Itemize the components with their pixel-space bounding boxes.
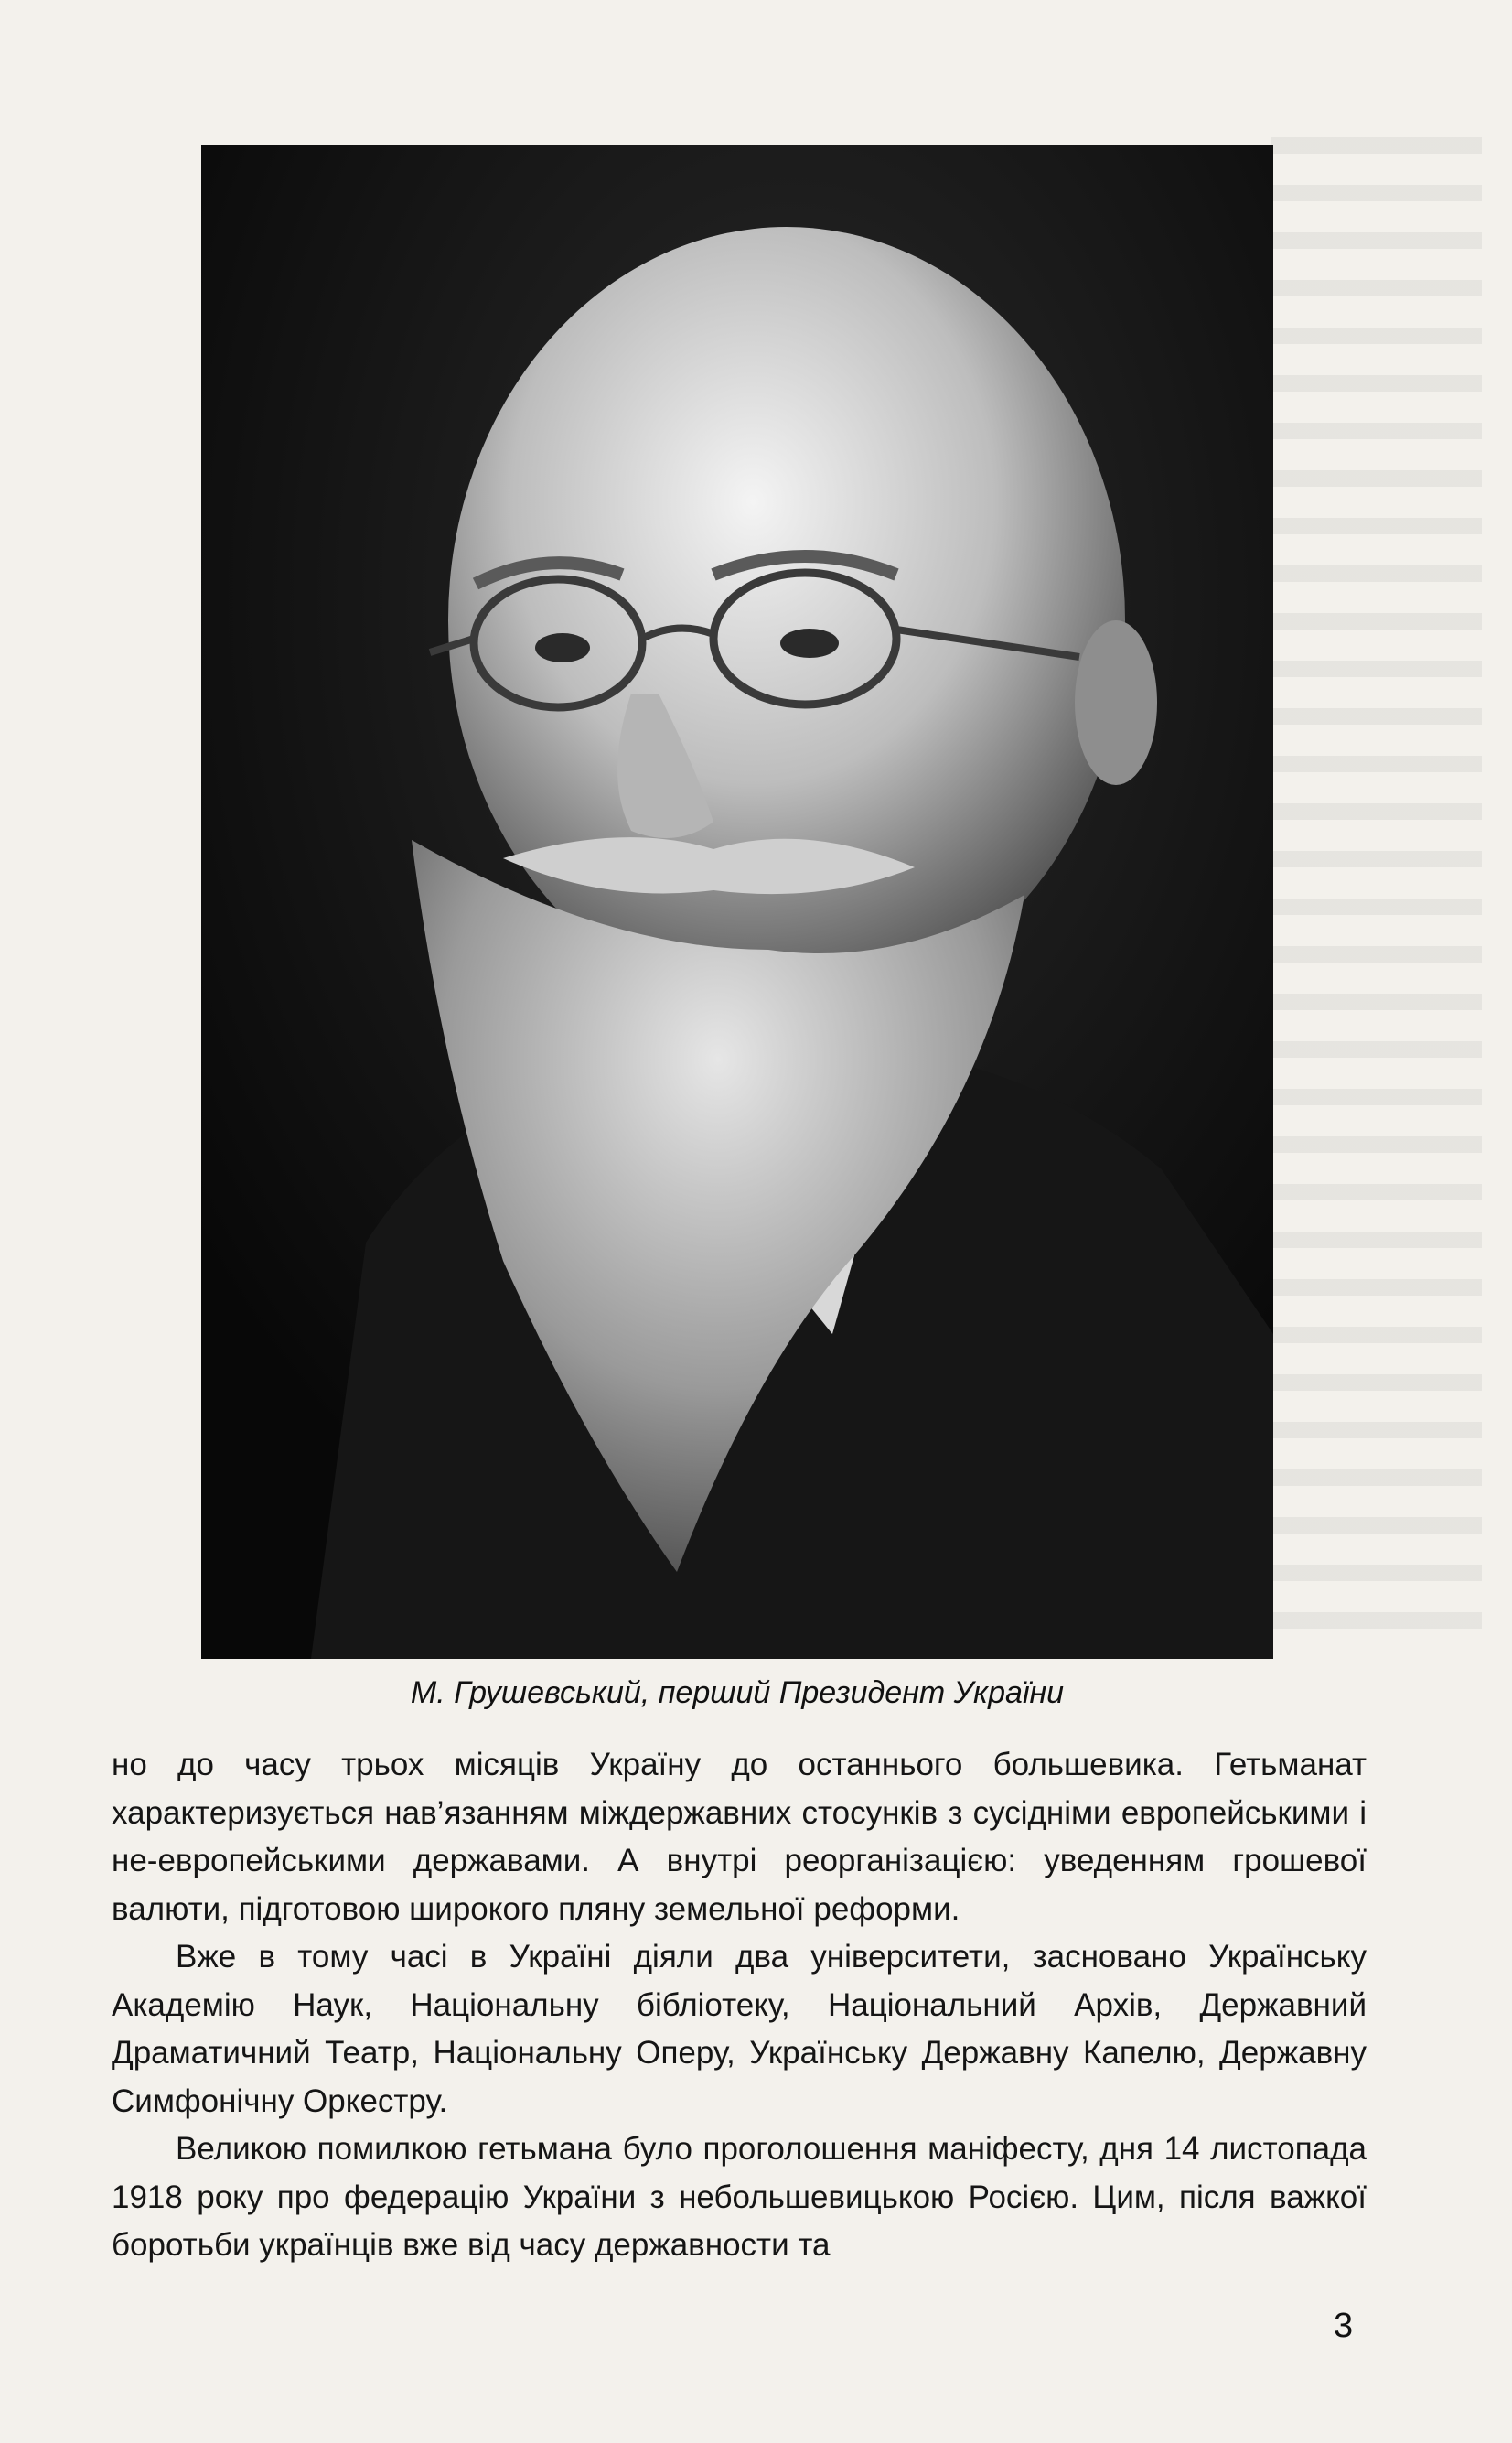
page-bleed-through (1271, 137, 1482, 1647)
body-text (112, 1741, 1367, 2270)
paragraph: Вже в тому часі в Україні діяли два університети, засновано Українську Академію Наук, Національну бібліотеку, Національний Архів, Державний Драматичний Театр, Національну Оперу, Українську Державну Капелю, Державну Симфонічну Оркестру. (112, 1939, 1367, 2119)
portrait-illustration (201, 145, 1273, 1659)
paragraph: Великою помилкою гетьмана було проголошення маніфесту, дня 14 листопада 1918 року про федерацію України з небольшевицькою Росією. Цим, після важкої боротьби українців вже від часу державности та (112, 2131, 1367, 2263)
page-number: 3 (1334, 2307, 1354, 2345)
paragraph: но до часу трьох місяців Україну до останнього большевика. Гетьманат характеризується нав’язанням міждержавних стосунків з сусідніми европейськими і не-европейськими державами. А внутрі реорганізацією: уведенням грошевої валюти, підготовою широкого пляну земельної реформи. (112, 1747, 1367, 1927)
photo-caption: М. Грушевський, перший Президент України (410, 1675, 1065, 1710)
portrait-photo (201, 145, 1273, 1659)
